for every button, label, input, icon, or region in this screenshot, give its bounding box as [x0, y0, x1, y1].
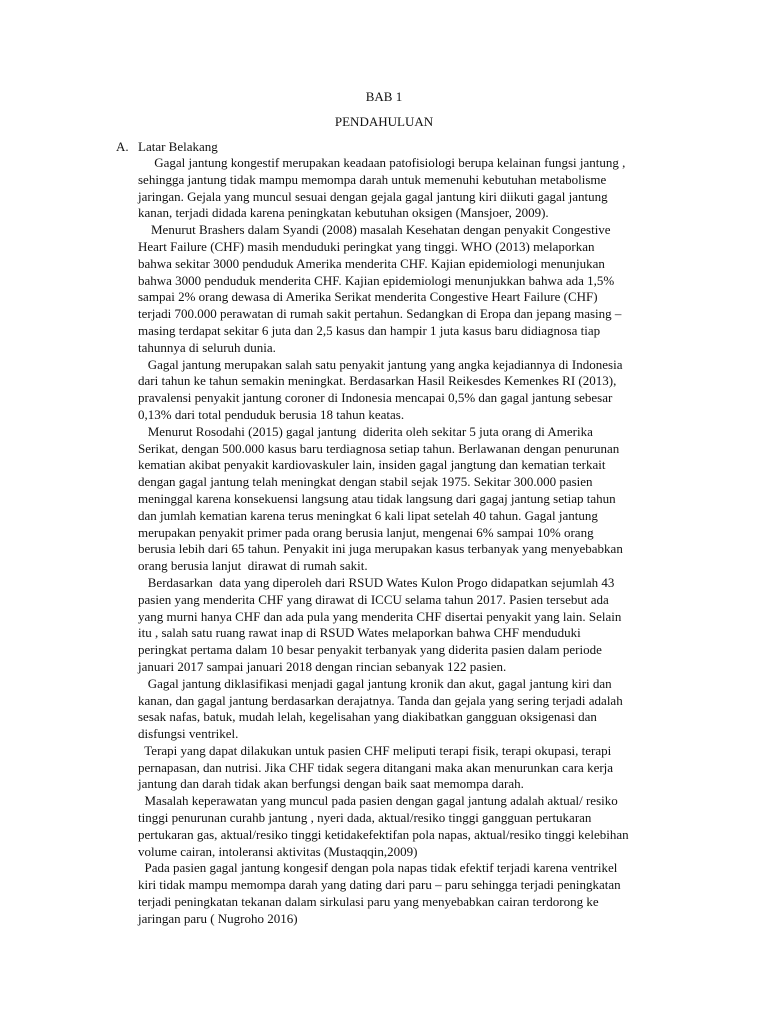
paragraph-line: kanan, dan gagal jantung berdasarkan derajatnya. Tanda dan gejala yang sering terjadi adalah — [138, 692, 623, 708]
paragraph-line: orang berusia lanjut dirawat di rumah sakit. — [138, 558, 368, 574]
paragraph-line: jantung dan darah tidak akan berfungsi dengan baik saat memompa darah. — [138, 776, 524, 792]
paragraph-line: bahwa sekitar 3000 penduduk Amerika menderita CHF. Kajian epidemiologi menunjukan — [138, 255, 605, 271]
paragraph-line: dan jumlah kematian karena terus meningkat 6 kali lipat setelah 40 tahun. Gagal jantung — [138, 507, 598, 523]
paragraph-line: Gagal jantung diklasifikasi menjadi gagal jantung kronik dan akut, gagal jantung kiri dan — [138, 675, 612, 691]
paragraph-line: meninggal karena konsekuensi langsung atau tidak langsung dari gagaj jantung setiap tahun — [138, 490, 616, 506]
paragraph-line: Pada pasien gagal jantung kongesif dengan pola napas tidak efektif terjadi karena ventrikel — [138, 860, 618, 876]
paragraph-line: pertukaran gas, aktual/resiko tinggi ketidakefektifan pola napas, aktual/resiko tinggi kelebihan — [138, 826, 629, 842]
paragraph-line: volume cairan, intoleransi aktivitas (Mustaqqin,2009) — [138, 843, 418, 859]
paragraph-line: tahunnya di seluruh dunia. — [138, 339, 276, 355]
paragraph — [138, 424, 678, 575]
paragraph-line: Gagal jantung merupakan salah satu penyakit jantung yang angka kejadiannya di Indonesia — [138, 356, 623, 372]
paragraph-line: Terapi yang dapat dilakukan untuk pasien CHF meliputi terapi fisik, terapi okupasi, terapi — [138, 742, 612, 758]
paragraph-line: masing terdapat sekitar 6 juta dan 2,5 kasus dan hampir 1 juta kasus baru didiagnosa tiap — [138, 322, 601, 338]
paragraph-line: pernapasan, dan nutrisi. Jika CHF tidak segera ditangani maka akan menurunkan cara kerja — [138, 759, 614, 775]
paragraph-line: kiri tidak mampu memompa darah yang dating dari paru – paru sehingga terjadi peningkatan — [138, 877, 621, 893]
paragraph — [138, 222, 678, 356]
paragraph-line: januari 2017 sampai januari 2018 dengan rincian sebanyak 122 pasien. — [138, 658, 507, 674]
paragraph — [138, 155, 678, 222]
paragraph — [138, 357, 678, 424]
section-title: Latar Belakang — [138, 139, 218, 154]
paragraph-line: Heart Failure (CHF) masih menduduki peringkat yang tinggi. WHO (2013) melaporkan — [138, 238, 595, 254]
paragraph-line: bahwa 3000 penduduk menderita CHF. Kajian epidemiologi menunjukkan bahwa ada 1,5% — [138, 272, 615, 288]
paragraph-line: sampai 2% orang dewasa di Amerika Serikat menderita Congestive Heart Failure (CHF) — [138, 289, 598, 305]
paragraph-line: berusia lebih dari 65 tahun. Penyakit ini juga merupakan kasus terbanyak yang menyebabkan — [138, 541, 623, 557]
paragraph-line: jaringan paru ( Nugroho 2016) — [138, 910, 298, 926]
paragraph-line: jaringan. Gejala yang muncul sesuai dengan gejala gagal jantung kiri diikuti gagal jantung — [138, 188, 608, 204]
paragraph-line: pasien yang menderita CHF yang dirawat di ICCU selama tahun 2017. Pasien tersebut ada — [138, 591, 609, 607]
chapter-title: PENDAHULUAN — [334, 114, 434, 129]
paragraph-line: kematian akibat penyakit kardiovaskuler lain, insiden gagal jangtung dan kematian terkait — [138, 457, 606, 473]
paragraph-line: kanan, terjadi didada karena peningkatan kebutuhan oksigen (Mansjoer, 2009). — [138, 205, 549, 221]
paragraph — [138, 860, 678, 927]
paragraph-line: Berdasarkan data yang diperoleh dari RSUD Wates Kulon Progo didapatkan sejumlah 43 — [138, 574, 615, 590]
paragraph-line: peringkat pertama dalam 10 besar penyakit terbanyak yang diderita pasien dalam periode — [138, 642, 602, 658]
paragraph-line: Serikat, dengan 500.000 kasus baru terdiagnosa setiap tahun. Berlawanan dengan penurunan — [138, 440, 620, 456]
paragraph-line: terjadi 700.000 perawatan di rumah sakit pertahun. Sedangkan di Eropa dan jepang masing – — [138, 306, 622, 322]
section-letter: A. — [116, 139, 129, 154]
paragraph-line: dengan gagal jantung telah meningkat dengan stabil sejak 1975. Sekitar 300.000 pasien — [138, 474, 593, 490]
paragraph-line: dari tahun ke tahun semakin meningkat. Berdasarkan Hasil Reikesdes Kemenkes RI (2013), — [138, 373, 617, 389]
paragraph-line: yang murni hanya CHF dan ada pula yang menderita CHF disertai penyakit yang lain. Selain — [138, 608, 622, 624]
paragraph-line: terjadi peningkatan tekanan dalam sirkulasi paru yang menyebabkan cairan terdorong ke — [138, 894, 599, 910]
paragraph-line: sesak nafas, batuk, mudah lelah, kegelisahan yang diakibatkan gangguan oksigenasi dan — [138, 709, 597, 725]
paragraph — [138, 575, 678, 676]
paragraph-line: Gagal jantung kongestif merupakan keadaan patofisiologi berupa kelainan fungsi jantung , — [138, 155, 626, 170]
paragraph-line: sehingga jantung tidak mampu memompa darah untuk memenuhi kebutuhan metabolisme — [138, 171, 607, 187]
paragraph-line: merupakan penyakit primer pada orang berusia lanjut, mengenai 6% sampai 10% orang — [138, 524, 594, 540]
paragraph-line: Menurut Brashers dalam Syandi (2008) masalah Kesehatan dengan penyakit Congestive — [138, 222, 611, 238]
paragraph — [138, 676, 678, 743]
paragraph-line: itu , salah satu ruang rawat inap di RSUD Wates melaporkan bahwa CHF menduduki — [138, 625, 581, 641]
paragraph-line: Masalah keperawatan yang muncul pada pasien dengan gagal jantung adalah aktual/ resiko — [138, 793, 618, 809]
section-heading — [116, 139, 218, 155]
paragraph-line: Menurut Rosodahi (2015) gagal jantung diderita oleh sekitar 5 juta orang di Amerika — [138, 423, 593, 439]
paragraph — [138, 793, 678, 860]
paragraph — [138, 743, 678, 793]
chapter-number: BAB 1 — [365, 89, 403, 104]
paragraph-line: disfungsi ventrikel. — [138, 726, 239, 742]
paragraph-line: tinggi penurunan curahb jantung , nyeri dada, aktual/resiko tinggi gangguan pertukaran — [138, 810, 592, 826]
paragraph-line: pravalensi penyakit jantung coroner di Indonesia mencapai 0,5% dan gagal jantung sebesar — [138, 390, 613, 406]
body-text — [138, 155, 678, 928]
paragraph-line: 0,13% dari total penduduk berusia 18 tahun keatas. — [138, 406, 405, 422]
